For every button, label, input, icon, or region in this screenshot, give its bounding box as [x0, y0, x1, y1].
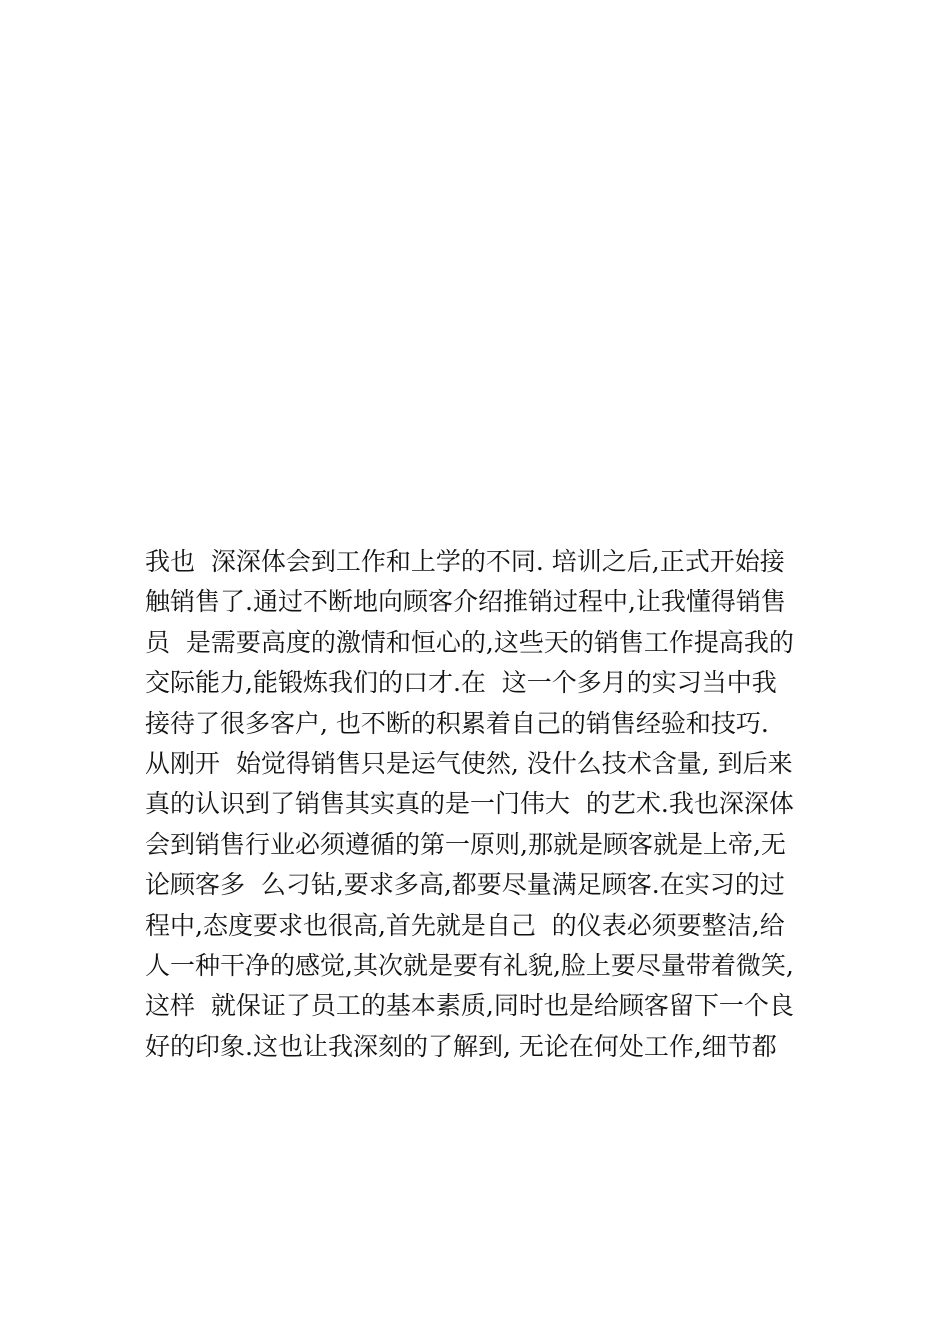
text-line: 交际能力,能锻炼我们的口才.在 这一个多月的实习当中我	[145, 668, 777, 698]
text-line: 这样 就保证了员工的基本素质,同时也是给顾客留下一个良	[145, 991, 794, 1021]
body-paragraph	[145, 542, 810, 1067]
text-line: 会到销售行业必须遵循的第一原则,那就是顾客就是上帝,无	[145, 829, 786, 859]
text-line: 好的印象.这也让我深刻的了解到, 无论在何处工作,细节都	[145, 1031, 777, 1061]
text-line: 人一种干净的感觉,其次就是要有礼貌,脸上要尽量带着微笑,	[145, 950, 794, 980]
text-line: 我也 深深体会到工作和上学的不同. 培训之后,正式开始接	[145, 547, 785, 576]
text-line: 接待了很多客户, 也不断的积累着自己的销售经验和技巧.	[145, 708, 769, 738]
text-line: 论顾客多 么刁钻,要求多高,都要尽量满足顾客.在实习的过	[145, 870, 785, 900]
text-line: 真的认识到了销售其实真的是一门伟大 的艺术.我也深深体	[145, 789, 794, 819]
text-line: 员 是需要高度的激情和恒心的,这些天的销售工作提高我的	[145, 627, 794, 657]
text-line: 从刚开 始觉得销售只是运气使然, 没什么技术含量, 到后来	[145, 748, 793, 778]
text-line: 触销售了.通过不断地向顾客介绍推销过程中,让我懂得销售	[145, 587, 786, 617]
text-line: 程中,态度要求也很高,首先就是自己 的仪表必须要整洁,给	[145, 910, 785, 940]
